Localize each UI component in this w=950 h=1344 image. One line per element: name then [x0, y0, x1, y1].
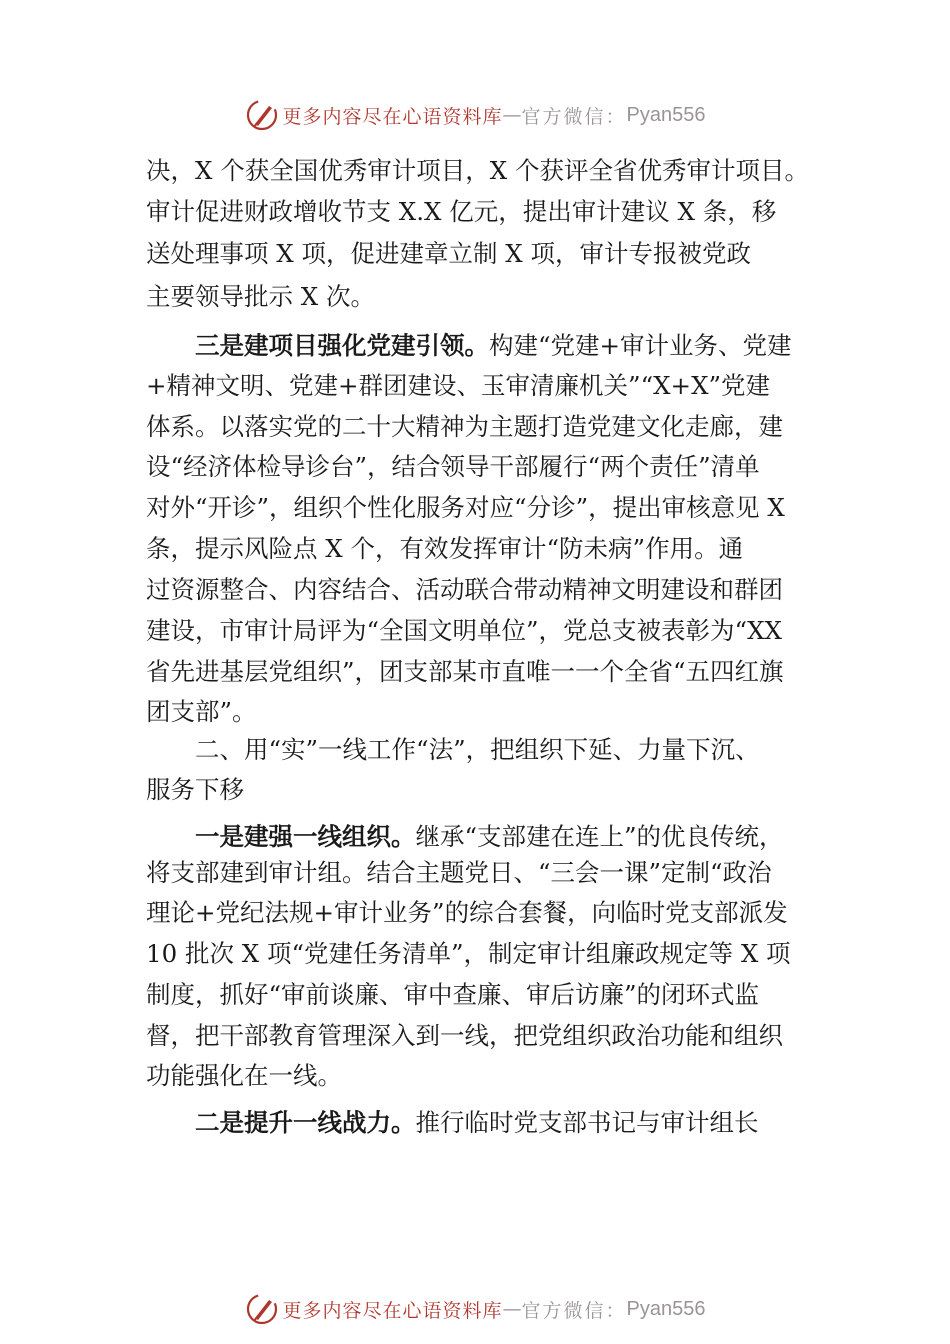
p1-line-4: 主要领导批示 X 次。: [146, 282, 376, 311]
p4-line-1-text: 推行临时党支部书记与审计组长: [415, 1108, 759, 1137]
p2-line-9: 省先进基层党组织”，团支部某市直唯一一个全省“五四红旗: [146, 657, 784, 686]
p2-line-6: 条，提示风险点 X 个，有效发挥审计“防未病”作用。通: [146, 534, 744, 563]
p3-line-2: 将支部建到审计组。结合主题党日、“三会一课”定制“政治: [146, 858, 772, 887]
p3-line-1: [195, 822, 784, 852]
p4-lead-heading: 二是提升一线战力。: [195, 1108, 416, 1137]
section-heading-line-2: 服务下移: [146, 775, 244, 804]
p2-line-7: 过资源整合、内容结合、活动联合带动精神文明建设和群团: [146, 575, 783, 604]
p4-line-1: [195, 1108, 759, 1138]
p3-line-5: 制度，抓好“审前谈廉、审中查廉、审后访廉”的闭环式监: [146, 980, 760, 1009]
p2-line-8: 建设，市审计局评为“全国文明单位”，党总支被表彰为“XX: [146, 616, 782, 645]
p2-line-1: [195, 331, 792, 361]
banner-wechat-label: 官方微信：: [521, 105, 627, 128]
header-banner: [0, 95, 950, 135]
p3-line-4: 10 批次 X 项“党建任务清单”，制定审计组廉政规定等 X 项: [146, 939, 791, 968]
p2-line-2: +精神文明、党建+群团建设、玉审清廉机关”“X+X”党建: [146, 371, 771, 400]
p1-line-2: 审计促进财政增收节支 X.X 亿元，提出审计建议 X 条，移: [146, 197, 777, 226]
p1-line-1: 决，X 个获全国优秀审计项目，X 个获评全省优秀审计项目。: [146, 156, 809, 185]
quill-pen-logo-icon: [245, 98, 279, 132]
p3-line-6: 督，把干部教育管理深入到一线，把党组织政治功能和组织: [146, 1021, 783, 1050]
p2-line-5: 对外“开诊”，组织个性化服务对应“分诊”，提出审核意见 X: [146, 493, 785, 522]
banner-dash: —: [502, 104, 522, 126]
banner-library-text: 更多内容尽在心语资料库: [282, 105, 503, 128]
p2-lead-heading: 三是建项目强化党建引领。: [195, 331, 489, 360]
p3-line-1-text: 继承“支部建在连上”的优良传统，: [415, 822, 784, 851]
quill-pen-logo-icon: [245, 1292, 279, 1326]
p2-line-10: 团支部”。: [146, 697, 257, 726]
p3-lead-heading: 一是建强一线组织。: [195, 822, 416, 851]
p3-line-3: 理论+党纪法规+审计业务”的综合套餐，向临时党支部派发: [146, 898, 788, 927]
banner-wechat-id: Pyan556: [626, 103, 706, 126]
footer-banner: [0, 1289, 950, 1329]
p2-line-3: 体系。以落实党的二十大精神为主题打造党建文化走廊，建: [146, 412, 783, 441]
p3-line-7: 功能强化在一线。: [146, 1061, 342, 1090]
banner-wechat-id: Pyan556: [626, 1297, 706, 1320]
section-heading-line-1: 二、用“实”一线工作“法”，把组织下延、力量下沉、: [195, 735, 760, 764]
p2-line-4: 设“经济体检导诊台”，结合领导干部履行“两个责任”清单: [146, 452, 760, 481]
banner-dash: —: [502, 1298, 522, 1320]
p2-line-1-text: 构建“党建+审计业务、党建: [489, 331, 792, 360]
banner-library-text: 更多内容尽在心语资料库: [282, 1299, 503, 1322]
banner-wechat-label: 官方微信：: [521, 1299, 627, 1322]
p1-line-3: 送处理事项 X 项，促进建章立制 X 项，审计专报被党政: [146, 239, 752, 268]
